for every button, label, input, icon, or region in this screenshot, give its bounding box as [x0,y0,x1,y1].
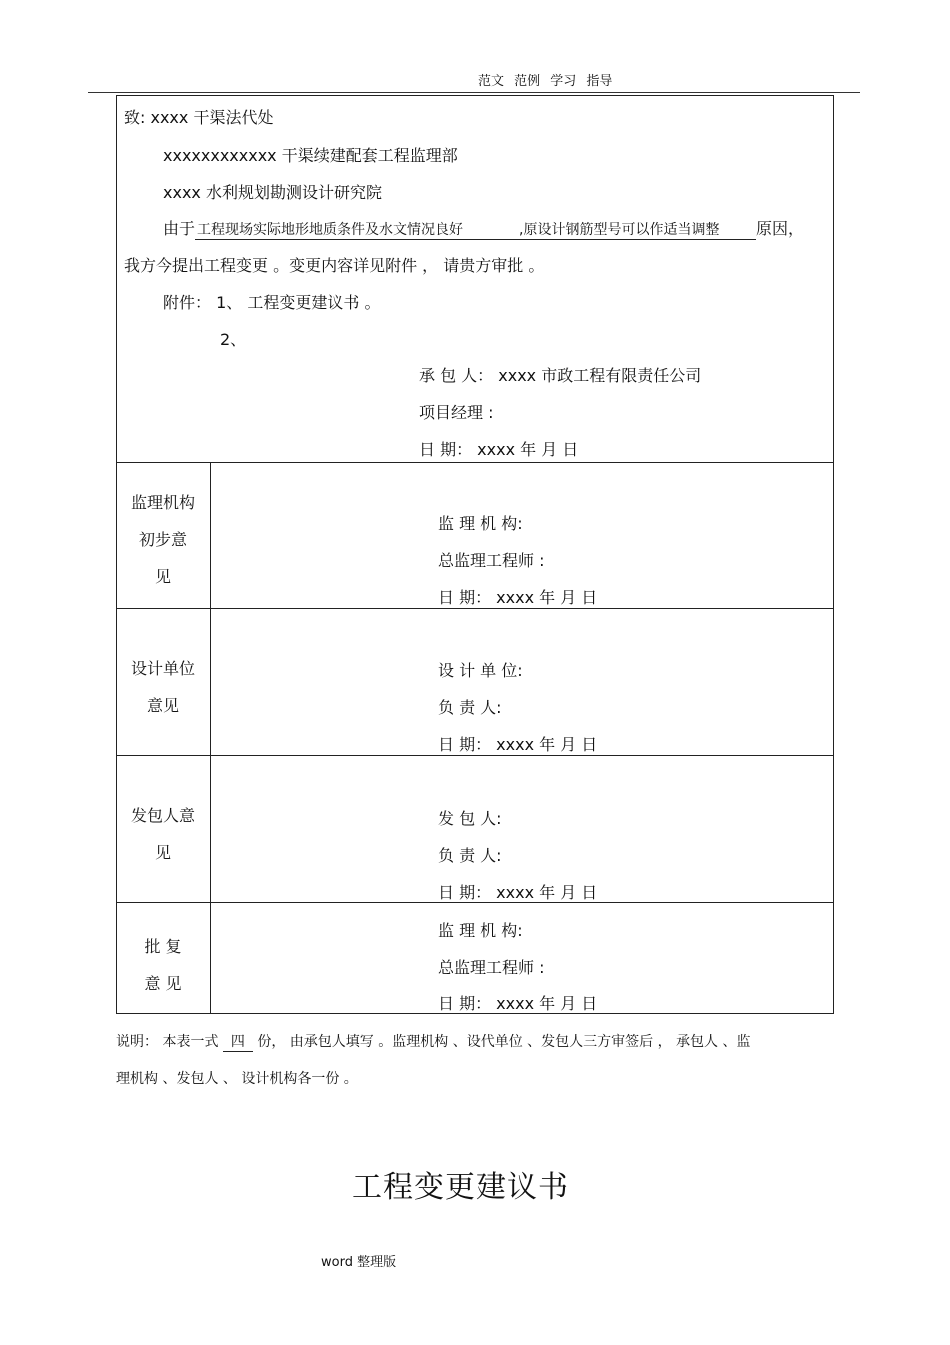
addressee: 致: xxxx 干渠法代处 [124,108,274,127]
section-label-design [116,650,210,724]
reason-field-adjustment: ,原设计钢筋型号可以作适当调整 [517,219,756,240]
sig-date: 日 期： xxxx 年 月 日 [438,735,598,754]
sig-date: 日 期： xxxx 年 月 日 [438,588,598,607]
row-divider [116,462,834,463]
note-line-1 [116,1031,751,1052]
document-title: 工程变更建议书 [352,1170,569,1205]
label-line: 意见 [146,696,179,715]
contractor-name: 承 包 人： xxxx 市政工程有限责任公司 [419,366,702,385]
label-line: 见 [154,567,171,586]
reason-prefix: 由于 [163,219,196,238]
label-line: 初步意 [138,530,187,549]
project-manager: 项目经理 : [419,403,494,422]
sig-chief-engineer: 总监理工程师 : [438,551,545,570]
recipient-supervisor: xxxxxxxxxxxx 干渠续建配套工程监理部 [163,146,458,165]
label-line: 批 复 [144,937,182,956]
reason-field-conditions: 工程现场实际地形地质条件及水文情况良好 [195,219,517,240]
label-line: 设计单位 [130,659,195,678]
attachment-2: 2、 [220,330,247,349]
header-divider [88,92,860,93]
reason-suffix: 原因， [756,219,805,238]
note-prefix: 说明： 本表一式 [116,1034,223,1050]
label-line: 见 [154,843,171,862]
note-copies: 四 [223,1031,253,1052]
sig-design-unit: 设 计 单 位: [438,661,523,680]
letter-date: 日 期： xxxx 年 月 日 [419,440,579,459]
recipient-designer: xxxx 水利规划勘测设计研究院 [163,183,382,202]
sig-supervisor-org: 监 理 机 构: [438,514,523,533]
section-label-supervisor [116,484,210,595]
page-header: 范文 范例 学习 指导 [478,74,613,89]
reason-line [163,216,804,240]
sig-employer: 发 包 人: [438,809,502,828]
note-line-2: 理机构 、发包人 、 设计机构各一份 。 [116,1071,358,1087]
sig-date: 日 期： xxxx 年 月 日 [438,994,598,1013]
sig-responsible: 负 责 人: [438,846,502,865]
request-line: 我方今提出工程变更 。变更内容详见附件 ， 请贵方审批 。 [124,256,545,275]
page-footer: word 整理版 [321,1255,397,1270]
sig-chief-engineer: 总监理工程师 : [438,958,545,977]
sig-supervisor-org: 监 理 机 构: [438,921,523,940]
label-line: 发包人意 [130,806,195,825]
label-line: 意 见 [144,974,182,993]
section-label-employer [116,797,210,871]
row-divider [116,755,834,756]
attachment-1: 附件： 1、 工程变更建议书 。 [163,293,381,312]
label-line: 监理机构 [130,493,195,512]
note-rest: 份， 由承包人填写 。监理机构 、设代单位 、发包人三方审签后 ， 承包人 、监 [252,1034,751,1050]
sig-responsible: 负 责 人: [438,698,502,717]
column-divider [210,462,211,1014]
section-label-approval [116,928,210,1002]
row-divider [116,608,834,609]
sig-date: 日 期： xxxx 年 月 日 [438,883,598,902]
